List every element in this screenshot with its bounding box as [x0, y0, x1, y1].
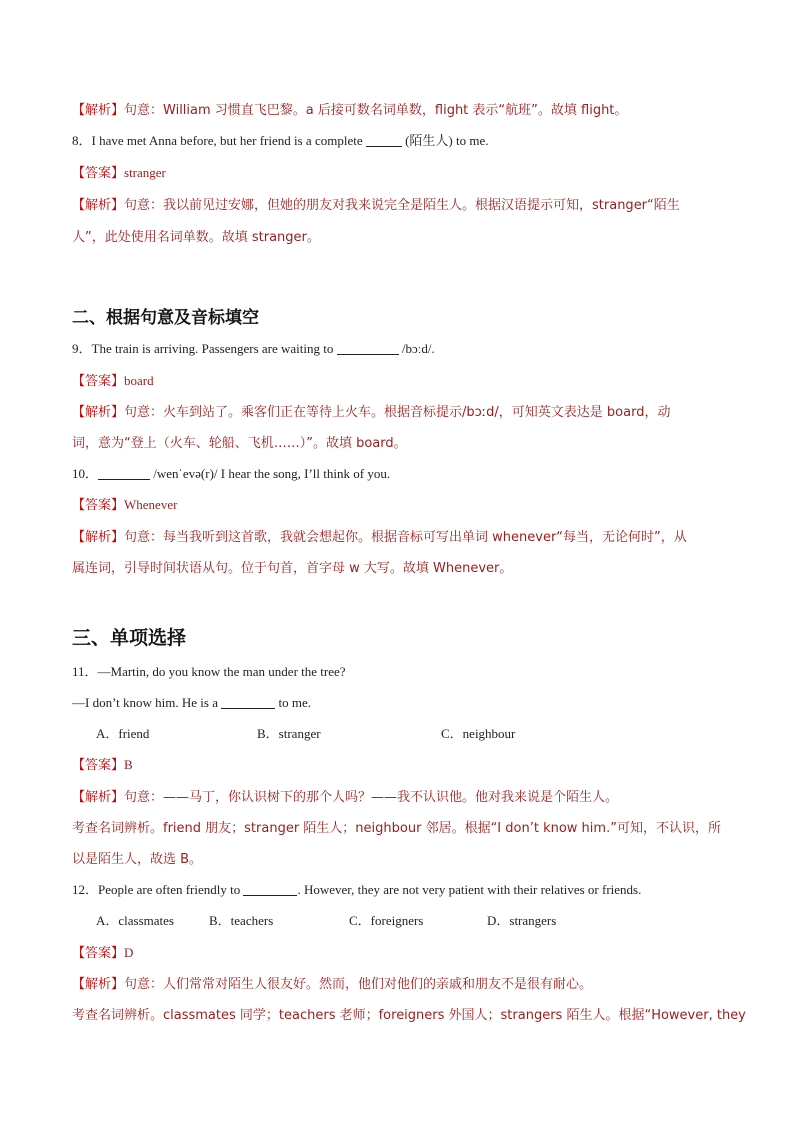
q7-analysis-text: 句意：William 习惯直飞巴黎。a 后接可数名词单数，flight 表示“航班”。故填 flight。 — [124, 103, 628, 118]
q11-blank — [221, 695, 275, 709]
q12-stem — [72, 881, 734, 899]
q10-answer-text: Whenever — [124, 497, 178, 512]
q11-stem-2b: to me. — [275, 695, 311, 710]
q12-stem-b: . However, they are not very patient with their relatives or friends. — [297, 882, 642, 897]
q12-option-c: C．foreigners — [349, 913, 424, 928]
q12-answer — [72, 944, 734, 963]
q7-analysis — [72, 101, 734, 120]
q8-answer-text: stranger — [124, 165, 166, 180]
q11-analysis-line2 — [72, 819, 734, 838]
analysis-tag: 【解析】 — [72, 530, 125, 545]
q11-analysis-line1 — [72, 788, 734, 807]
analysis-tag: 【解析】 — [72, 103, 125, 118]
analysis-tag: 【解析】 — [72, 405, 125, 420]
section3-title: 三、单项选择 — [72, 627, 187, 649]
q9-stem-b: /bɔːd/. — [398, 341, 435, 356]
q11-stem-2 — [72, 694, 734, 712]
q12-option-d: D．strangers — [487, 913, 557, 928]
q8-analysis-line2 — [72, 228, 734, 247]
q10-analysis-line2 — [72, 559, 734, 578]
q10-analysis-1: 句意：每当我听到这首歌，我就会想起你。根据音标可写出单词 whenever“每当，无论何时”，从 — [124, 530, 687, 545]
q12-analysis-line2 — [72, 1006, 746, 1025]
analysis-tag: 【解析】 — [72, 977, 125, 992]
analysis-tag: 【解析】 — [72, 790, 125, 805]
q11-answer — [72, 756, 734, 775]
q8-stem-b: (陌生人) to me. — [401, 133, 489, 148]
q10-answer — [72, 496, 734, 515]
q12-answer-text: D — [124, 945, 134, 960]
answer-tag: 【答案】 — [72, 946, 125, 961]
q8-blank — [366, 133, 402, 147]
q8-stem — [72, 132, 734, 150]
q10-stem — [72, 465, 734, 483]
q10-blank — [98, 466, 150, 480]
q8-analysis-2: 人”，此处使用名词单数。故填 stranger。 — [72, 230, 320, 245]
answer-tag: 【答案】 — [72, 166, 125, 181]
q10-analysis-line1 — [72, 528, 734, 547]
q10-stem-b: /wenˈevə(r)/ I hear the song, I’ll think of you. — [150, 466, 391, 481]
q9-stem — [72, 340, 734, 358]
q12-option-a: A．classmates — [96, 913, 174, 928]
q9-analysis-1: 句意：火车到站了。乘客们正在等待上火车。根据音标提示/bɔːd/，可知英文表达是 board，动 — [124, 405, 671, 420]
q11-stem-2a: —I don’t know him. He is a — [72, 695, 222, 710]
q11-stem-1: 11．—Martin, do you know the man under the tree? — [72, 664, 346, 679]
q11-answer-text: B — [124, 757, 133, 772]
q12-blank — [243, 882, 297, 896]
q12-option-b: B．teachers — [209, 913, 274, 928]
answer-tag: 【答案】 — [72, 758, 125, 773]
q12-analysis-1: 句意：人们常常对陌生人很友好。然而，他们对他们的亲戚和朋友不是很有耐心。 — [124, 977, 593, 992]
q8-analysis-line1 — [72, 196, 734, 215]
q11-option-a: A．friend — [96, 726, 150, 741]
q11-analysis-2: 考查名词辨析。friend 朋友；stranger 陌生人；neighbour 邻居。根据“I don’t know him.”可知，不认识，所 — [72, 821, 721, 836]
q10-stem-a: 10． — [72, 466, 99, 481]
q9-stem-a: 9．The train is arriving. Passengers are waiting to — [72, 341, 337, 356]
q11-option-c: C．neighbour — [441, 726, 516, 741]
q11-option-b: B．stranger — [257, 726, 321, 741]
q8-stem-a: 8．I have met Anna before, but her friend is a complete — [72, 133, 366, 148]
answer-tag: 【答案】 — [72, 498, 125, 513]
analysis-tag: 【解析】 — [72, 198, 125, 213]
q8-analysis-1: 句意：我以前见过安娜，但她的朋友对我来说完全是陌生人。根据汉语提示可知，stranger“陌生 — [124, 198, 680, 213]
q9-blank — [337, 341, 399, 355]
q9-answer — [72, 372, 734, 391]
q8-answer — [72, 164, 734, 183]
q9-analysis-line2 — [72, 434, 734, 453]
q9-analysis-2: 词，意为“登上（火车、轮船、飞机……）”。故填 board。 — [72, 436, 407, 451]
q9-analysis-line1 — [72, 403, 734, 422]
section2-title: 二、根据句意及音标填空 — [72, 308, 259, 328]
q12-analysis-2: 考查名词辨析。classmates 同学；teachers 老师；foreigners 外国人；strangers 陌生人。根据“However, they — [72, 1008, 746, 1023]
q11-analysis-1: 句意：——马丁，你认识树下的那个人吗？——我不认识他。他对我来说是个陌生人。 — [124, 790, 619, 805]
answer-tag: 【答案】 — [72, 374, 125, 389]
q12-analysis-line1 — [72, 975, 734, 994]
q11-analysis-3: 以是陌生人，故选 B。 — [72, 852, 203, 867]
q9-answer-text: board — [124, 373, 154, 388]
q10-analysis-2: 属连词，引导时间状语从句。位于句首，首字母 w 大写。故填 Whenever。 — [72, 561, 513, 576]
q12-stem-a: 12．People are often friendly to — [72, 882, 244, 897]
q11-analysis-line3 — [72, 850, 734, 869]
